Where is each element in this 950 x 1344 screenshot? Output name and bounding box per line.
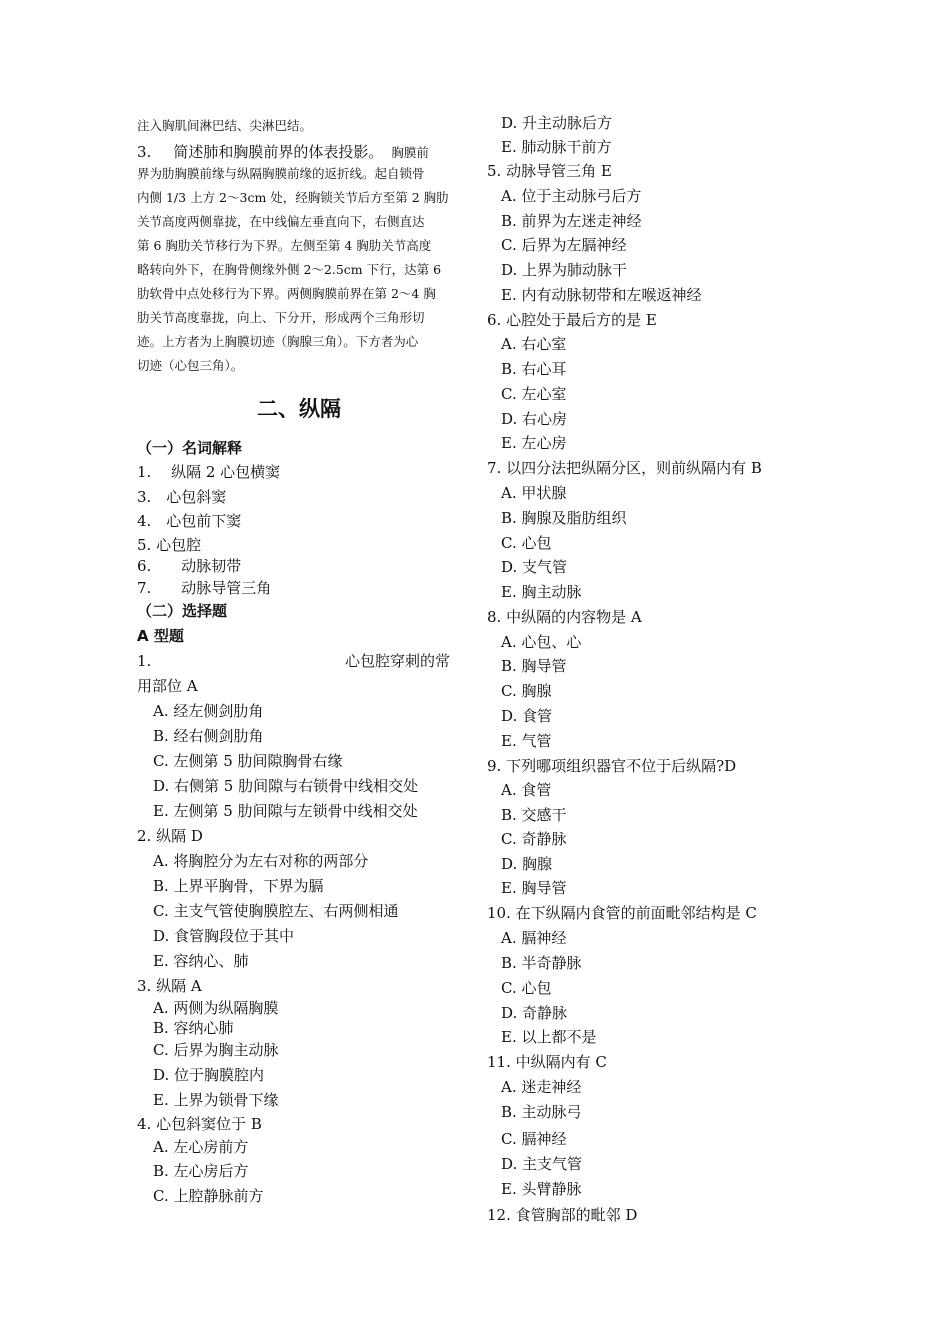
paragraph-line: 注入胸肌间淋巴结、尖淋巴结。 xyxy=(137,118,313,133)
question-stem: 9. 下列哪项组织器官不位于后纵隔?D xyxy=(487,757,737,775)
answer-line: 第 6 胸肋关节移行为下界。左侧至第 4 胸肋关节高度 xyxy=(137,238,432,253)
question-stem: 6. 心腔处于最后方的是 E xyxy=(487,311,657,329)
answer-text: 胸膜前 xyxy=(391,145,429,160)
section-title: 二、纵隔 xyxy=(257,397,341,421)
option-item: D. 奇静脉 xyxy=(501,1004,568,1022)
option-item: A. 左心房前方 xyxy=(153,1138,249,1156)
option-item: E. 上界为锁骨下缘 xyxy=(153,1091,279,1109)
question-3-title-line xyxy=(137,142,429,162)
option-item: C. 膈神经 xyxy=(501,1130,567,1148)
option-item: B. 胸导管 xyxy=(501,657,567,675)
question-number: 3. xyxy=(137,143,152,161)
option-item: A. 两侧为纵隔胸膜 xyxy=(153,999,279,1017)
option-item: A. 经左侧剑肋角 xyxy=(153,702,264,720)
option-item: E. 左心房 xyxy=(501,434,567,452)
option-item: E. 内有动脉韧带和左喉返神经 xyxy=(501,286,702,304)
option-item: E. 头臂静脉 xyxy=(501,1180,582,1198)
question-stem: 3. 纵隔 A xyxy=(137,977,202,995)
term-item: 7. 动脉导管三角 xyxy=(137,579,272,597)
option-item: E. 肺动脉干前方 xyxy=(501,138,612,156)
option-item: B. 右心耳 xyxy=(501,360,567,378)
option-item: A. 食管 xyxy=(501,781,552,799)
question-stem: 8. 中纵隔的内容物是 A xyxy=(487,608,642,626)
answer-line: 内侧 1/3 上方 2～3cm 处，经胸锁关节后方至第 2 胸肋 xyxy=(137,190,449,205)
term-item: 4. 心包前下窦 xyxy=(137,512,242,530)
option-item: B. 左心房后方 xyxy=(153,1162,249,1180)
term-item: 5. 心包腔 xyxy=(137,536,202,554)
option-item: C. 心包 xyxy=(501,534,552,552)
option-item: B. 交感干 xyxy=(501,806,567,824)
question-stem: 5. 动脉导管三角 E xyxy=(487,162,612,180)
option-item: C. 后界为胸主动脉 xyxy=(153,1041,279,1059)
option-item: E. 气管 xyxy=(501,732,552,750)
option-item: E. 左侧第 5 肋间隙与左锁骨中线相交处 xyxy=(153,802,418,820)
option-item: B. 容纳心肺 xyxy=(153,1019,234,1037)
option-item: C. 左心室 xyxy=(501,385,567,403)
option-item: A. 心包、心 xyxy=(501,633,582,651)
question-stem: 7. 以四分法把纵隔分区，则前纵隔内有 B xyxy=(487,459,762,477)
question-title: 简述肺和胸膜前界的体表投影。 xyxy=(173,143,384,161)
option-item: C. 奇静脉 xyxy=(501,830,567,848)
option-item: D. 食管 xyxy=(501,707,553,725)
option-item: C. 心包 xyxy=(501,979,552,997)
question-stem: 12. 食管胸部的毗邻 D xyxy=(487,1206,638,1224)
question-stem: 4. 心包斜窦位于 B xyxy=(137,1115,262,1133)
question-stem: 1. xyxy=(137,652,152,670)
answer-line: 界为肋胸膜前缘与纵隔胸膜前缘的返折线。起自锁骨 xyxy=(137,166,425,181)
answer-line: 关节高度两侧靠拢，在中线偏左垂直向下，右侧直达 xyxy=(137,214,425,229)
subsection-title: （一）名词解释 xyxy=(137,439,243,457)
option-item: D. 上界为肺动脉干 xyxy=(501,261,628,279)
option-item: A. 位于主动脉弓后方 xyxy=(501,187,642,205)
question-stem: 2. 纵隔 D xyxy=(137,827,203,845)
option-item: B. 主动脉弓 xyxy=(501,1103,582,1121)
option-item: D. 支气管 xyxy=(501,558,568,576)
term-item: 1. 纵隔 2 心包横窦 xyxy=(137,463,281,481)
option-item: D. 位于胸膜腔内 xyxy=(153,1066,265,1084)
question-stem: 10. 在下纵隔内食管的前面毗邻结构是 C xyxy=(487,904,757,922)
option-item: E. 容纳心、肺 xyxy=(153,952,249,970)
answer-line: 切迹（心包三角）。 xyxy=(137,358,244,373)
answer-line: 肋软骨中点处移行为下界。两侧胸膜前界在第 2～4 胸 xyxy=(137,286,436,301)
option-item: D. 右心房 xyxy=(501,410,568,428)
option-item: A. 膈神经 xyxy=(501,929,567,947)
option-item: E. 以上都不是 xyxy=(501,1028,597,1046)
option-item: B. 胸腺及脂肪组织 xyxy=(501,509,627,527)
option-item: B. 上界平胸骨，下界为膈 xyxy=(153,877,324,895)
option-item: B. 前界为左迷走神经 xyxy=(501,212,642,230)
option-item: A. 迷走神经 xyxy=(501,1078,582,1096)
option-item: C. 左侧第 5 肋间隙胸骨右缘 xyxy=(153,752,343,770)
question-stem: 心包腔穿刺的常 xyxy=(345,652,451,670)
option-item: E. 胸导管 xyxy=(501,879,567,897)
answer-line: 略转向外下，在胸骨侧缘外侧 2～2.5cm 下行，达第 6 xyxy=(137,262,442,277)
subsection-title: （二）选择题 xyxy=(137,602,228,620)
term-item: 3. 心包斜窦 xyxy=(137,488,227,506)
option-item: D. 右侧第 5 肋间隙与右锁骨中线相交处 xyxy=(153,777,419,795)
option-item: B. 经右侧剑肋角 xyxy=(153,727,264,745)
term-item: 6. 动脉韧带 xyxy=(137,557,242,575)
question-type-label: A 型题 xyxy=(137,627,184,645)
option-item: E. 胸主动脉 xyxy=(501,583,582,601)
option-item: C. 胸腺 xyxy=(501,682,552,700)
question-stem: 用部位 A xyxy=(137,677,198,695)
answer-line: 迹。上方者为上胸膜切迹（胸腺三角）。下方者为心 xyxy=(137,334,419,349)
answer-line: 肋关节高度靠拢，向上、下分开，形成两个三角形切 xyxy=(137,310,425,325)
option-item: C. 主支气管使胸膜腔左、右两侧相通 xyxy=(153,902,399,920)
option-item: D. 胸腺 xyxy=(501,855,553,873)
question-stem: 11. 中纵隔内有 C xyxy=(487,1053,607,1071)
option-item: A. 甲状腺 xyxy=(501,484,567,502)
option-item: D. 食管胸段位于其中 xyxy=(153,927,295,945)
option-item: A. 右心室 xyxy=(501,335,567,353)
option-item: A. 将胸腔分为左右对称的两部分 xyxy=(153,852,369,870)
option-item: C. 上腔静脉前方 xyxy=(153,1187,264,1205)
option-item: B. 半奇静脉 xyxy=(501,954,582,972)
option-item: D. 升主动脉后方 xyxy=(501,114,613,132)
option-item: D. 主支气管 xyxy=(501,1155,583,1173)
option-item: C. 后界为左膈神经 xyxy=(501,236,627,254)
